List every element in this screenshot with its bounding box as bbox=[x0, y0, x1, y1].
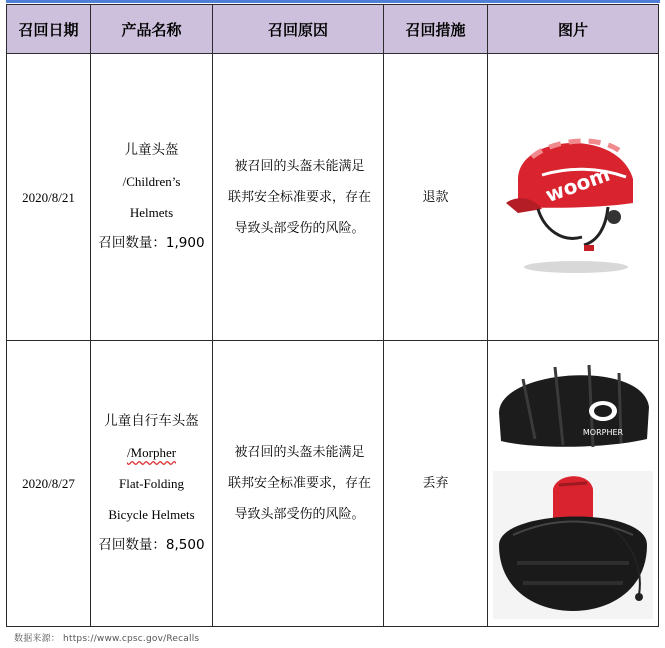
table-row bbox=[7, 54, 659, 341]
reason-line: 联邦安全标准要求，存在 bbox=[227, 476, 371, 491]
recall-reason bbox=[213, 54, 384, 341]
recall-reason bbox=[213, 341, 384, 627]
header-row bbox=[7, 5, 659, 54]
product-name-zh: 儿童头盔 bbox=[124, 142, 179, 158]
recall-measure: 退款 bbox=[384, 54, 488, 341]
product-image-cell bbox=[488, 54, 659, 341]
black-folding-helmet-photo bbox=[493, 349, 653, 619]
reason-line: 导致头部受伤的风险。 bbox=[234, 220, 365, 236]
header-measure: 召回措施 bbox=[384, 5, 488, 54]
table-row bbox=[7, 341, 659, 627]
reason-line: 导致头部受伤的风险。 bbox=[234, 507, 365, 522]
product-name-en: /Children’s bbox=[122, 174, 181, 189]
red-childrens-helmet-photo bbox=[498, 117, 648, 277]
reason-line: 被召回的头盔未能满足 bbox=[234, 158, 365, 174]
brand-mark: MORPHER bbox=[582, 427, 624, 437]
recall-date: 2020/8/27 bbox=[7, 341, 91, 627]
product-name-en: Flat-Folding bbox=[118, 476, 184, 491]
recall-measure: 丢弃 bbox=[384, 341, 488, 627]
top-accent-line bbox=[6, 0, 660, 3]
recall-quantity: 召回数量：1,900 bbox=[98, 235, 205, 251]
data-source-footnote: 数据来源： https://www.cpsc.gov/Recalls bbox=[14, 634, 200, 644]
brand-mark: woom bbox=[542, 161, 614, 208]
header-reason: 召回原因 bbox=[213, 5, 384, 54]
product-name-en: Helmets bbox=[129, 205, 174, 220]
product-name-en: Bicycle Helmets bbox=[108, 507, 195, 522]
product-name-zh: 儿童自行车头盔 bbox=[104, 413, 199, 429]
recall-quantity: 召回数量：8,500 bbox=[98, 537, 205, 553]
header-date: 召回日期 bbox=[7, 5, 91, 54]
recall-date: 2020/8/21 bbox=[7, 54, 91, 341]
reason-line: 被召回的头盔未能满足 bbox=[234, 445, 365, 460]
product-image-cell bbox=[488, 341, 659, 627]
product-name-en bbox=[91, 437, 212, 468]
header-product: 产品名称 bbox=[91, 5, 213, 54]
product-name bbox=[91, 341, 213, 627]
product-name-en-part: /Morpher bbox=[126, 445, 177, 460]
recall-table bbox=[6, 4, 659, 627]
reason-line: 联邦安全标准要求，存在 bbox=[227, 189, 371, 205]
product-name bbox=[91, 54, 213, 341]
header-image: 图片 bbox=[488, 5, 659, 54]
